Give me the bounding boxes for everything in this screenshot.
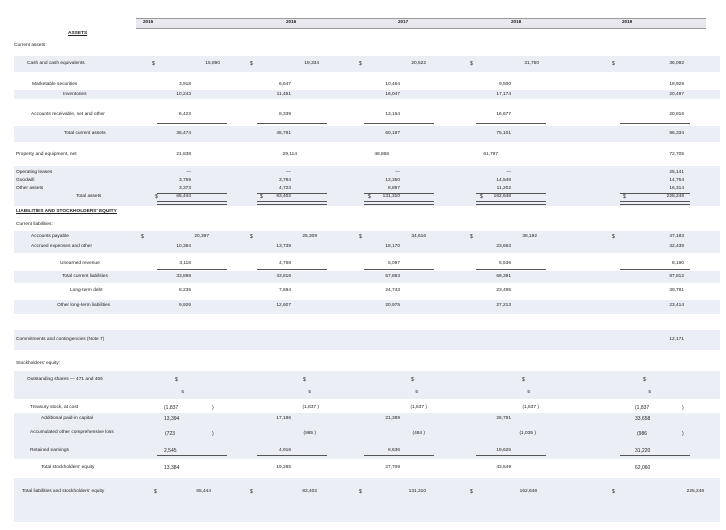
cell: (1,837 xyxy=(635,405,650,411)
cell: 83,402 xyxy=(302,489,317,494)
cell: 12,171 xyxy=(669,337,684,342)
dollar-sign: $ xyxy=(250,61,253,67)
cell: 13,394 xyxy=(164,416,180,422)
dollar-sign: $ xyxy=(612,234,615,240)
cell: 20,497 xyxy=(669,92,684,97)
rule xyxy=(257,123,327,124)
dollar-sign: $ xyxy=(470,489,473,495)
cell: 13,739 xyxy=(276,244,291,249)
cell: 23,414 xyxy=(669,303,684,308)
year-2016: 2016 xyxy=(286,19,297,24)
cell: 26,791 xyxy=(496,416,511,421)
label-total-le: Total liabilities and stockholders' equity xyxy=(22,489,105,494)
double-rule xyxy=(157,201,227,205)
row-commitments xyxy=(14,330,720,350)
double-rule xyxy=(257,201,327,205)
cell: 3,784 xyxy=(278,178,291,183)
dollar-sign: $ xyxy=(359,234,362,240)
cell: 2,545 xyxy=(164,448,177,454)
cell: 225,248 xyxy=(686,489,704,494)
cell: 13,164 xyxy=(385,112,400,117)
cell: 87,812 xyxy=(669,274,684,279)
cell: (1,837 ) xyxy=(302,405,319,410)
close-paren: ) xyxy=(212,431,214,437)
cell: (1,035 ) xyxy=(519,431,536,436)
cell: 13,350 xyxy=(385,178,400,183)
cell: 3,759 xyxy=(178,178,191,183)
cell: 6,536 xyxy=(498,261,511,266)
dollar-sign: $ xyxy=(643,377,646,383)
label-other-assets: Other assets xyxy=(16,186,44,191)
cell: 4,916 xyxy=(278,448,291,453)
dollar-sign: $ xyxy=(152,61,155,67)
dollar-sign: $ xyxy=(612,61,615,67)
cell: (1,837 xyxy=(164,405,179,411)
cell: 5 xyxy=(527,390,530,395)
dollar-sign: $ xyxy=(470,234,473,240)
label-outstanding: Outstanding shares — 471 and 465 xyxy=(27,377,103,382)
rule xyxy=(620,123,690,124)
cell: 29,114 xyxy=(282,152,297,157)
cell: 10,464 xyxy=(385,82,400,87)
cell: 24,743 xyxy=(385,288,400,293)
rule xyxy=(364,123,434,124)
cell: 43,816 xyxy=(276,274,291,279)
cell: 8,897 xyxy=(387,186,400,191)
dollar-sign: $ xyxy=(250,234,253,240)
dollar-sign: $ xyxy=(612,489,615,495)
double-rule xyxy=(364,201,434,205)
dollar-sign: $ xyxy=(368,194,371,200)
rule xyxy=(364,269,434,270)
cell: 20,975 xyxy=(385,303,400,308)
cell: 31,750 xyxy=(524,61,539,66)
cell: 3,373 xyxy=(178,186,191,191)
cell: 5 xyxy=(415,390,418,395)
cell: 39,791 xyxy=(669,288,684,293)
cell: 7,694 xyxy=(278,288,291,293)
cell: 19,285 xyxy=(276,465,291,470)
current-assets-heading: Current assets: xyxy=(14,43,47,48)
cell: 3,918 xyxy=(178,82,191,87)
cell: 65,444 xyxy=(176,194,191,199)
cell: 3,118 xyxy=(179,261,191,266)
label-aoci: Accumulated other comprehensive loss xyxy=(30,430,114,435)
cell: 27,213 xyxy=(496,303,511,308)
cell: 13,384 xyxy=(164,465,180,471)
cell: 83,402 xyxy=(276,194,291,199)
cell: 36,092 xyxy=(669,61,684,66)
dollar-sign: $ xyxy=(155,194,158,200)
cell: 19,334 xyxy=(304,61,319,66)
cell: — xyxy=(395,170,400,175)
cell: 5 xyxy=(308,390,311,395)
cell: 12,607 xyxy=(276,303,291,308)
cell: 4,723 xyxy=(278,186,291,191)
assets-heading: ASSETS xyxy=(68,31,88,36)
dollar-sign: $ xyxy=(175,377,178,383)
year-2015: 2015 xyxy=(143,19,154,24)
label-cash: Cash and cash equivalents xyxy=(27,61,85,66)
double-rule xyxy=(476,201,546,205)
label-receivable: Accounts receivable, net and other xyxy=(31,112,105,117)
cell: 34,616 xyxy=(411,234,426,239)
year-2018: 2018 xyxy=(511,19,522,24)
cell: 15,890 xyxy=(205,61,220,66)
cell: 131,310 xyxy=(382,194,400,199)
cell: 4,768 xyxy=(278,261,291,266)
cell: 162,648 xyxy=(493,194,511,199)
label-total-current-liabilities: Total current liabilities xyxy=(62,274,108,279)
close-paren: ) xyxy=(682,405,684,411)
dollar-sign: $ xyxy=(154,489,157,495)
dollar-sign: $ xyxy=(303,377,306,383)
rule xyxy=(476,269,546,270)
label-commitments: Commitments and contingencies (Note 7) xyxy=(16,337,105,342)
label-goodwill: Goodwill xyxy=(16,178,35,183)
dollar-sign: $ xyxy=(470,61,473,67)
cell: 18,170 xyxy=(385,244,400,249)
cell: 10,384 xyxy=(176,244,191,249)
cell: 5,097 xyxy=(387,261,400,266)
cell: — xyxy=(506,170,511,175)
dollar-sign: $ xyxy=(522,377,525,383)
cell: 75,101 xyxy=(496,131,511,136)
cell: 96,334 xyxy=(669,131,684,136)
cell: (723 xyxy=(165,431,176,437)
cell: 27,709 xyxy=(385,465,400,470)
current-liabilities-heading: Current liabilities: xyxy=(16,222,53,227)
cell: 16,314 xyxy=(669,186,684,191)
cell: 20,816 xyxy=(669,112,684,117)
rule xyxy=(620,455,690,456)
cell: 8,235 xyxy=(178,288,191,293)
label-long-term-debt: Long-term debt xyxy=(70,288,103,293)
label-total-assets: Total assets xyxy=(76,194,102,199)
cell: 18,929 xyxy=(669,82,684,87)
cell: (986 xyxy=(637,431,648,437)
cell: 45,781 xyxy=(276,131,291,136)
cell: 225,248 xyxy=(666,194,684,199)
label-marketable: Marketable securities xyxy=(32,82,78,87)
dollar-sign: $ xyxy=(359,61,362,67)
cell: 60,197 xyxy=(385,131,400,136)
rule xyxy=(476,123,546,124)
cell: 20,397 xyxy=(194,234,209,239)
year-2017: 2017 xyxy=(398,19,409,24)
cell: 14,548 xyxy=(496,178,511,183)
rule xyxy=(476,455,546,456)
cell: 5 xyxy=(648,390,651,395)
cell: 21,838 xyxy=(176,152,191,157)
cell: 48,866 xyxy=(374,152,389,157)
label-retained: Retained earnings xyxy=(30,448,69,453)
cell: (1,837 ) xyxy=(522,405,539,410)
cell: 8,190 xyxy=(671,261,684,266)
year-header-bar xyxy=(136,18,706,29)
cell: 32,439 xyxy=(669,244,684,249)
label-inventories: Inventories xyxy=(63,92,87,97)
rule xyxy=(157,269,227,270)
cell: 33,658 xyxy=(635,416,651,422)
cell: 16,047 xyxy=(385,92,400,97)
dollar-sign: $ xyxy=(359,489,362,495)
rule xyxy=(157,455,227,456)
dollar-sign: $ xyxy=(480,194,483,200)
year-2019: 2019 xyxy=(622,19,633,24)
cell: 25,309 xyxy=(302,234,317,239)
rule xyxy=(364,455,434,456)
cell: 25,141 xyxy=(669,170,684,175)
cell: 131,310 xyxy=(408,489,426,494)
rule xyxy=(157,123,227,124)
cell: — xyxy=(186,170,191,175)
cell: 16,677 xyxy=(496,112,511,117)
cell: 5 xyxy=(181,390,184,395)
cell: — xyxy=(286,170,291,175)
cell: 14,754 xyxy=(669,178,684,183)
cell: 38,192 xyxy=(522,234,537,239)
cell: 72,705 xyxy=(669,152,684,157)
cell: 9,500 xyxy=(498,82,511,87)
cell: 65,444 xyxy=(196,489,211,494)
cell: 31,220 xyxy=(635,448,651,454)
row-total-le xyxy=(14,478,720,522)
label-other-lt: Other long-term liabilities xyxy=(57,303,111,308)
label-accounts-payable: Accounts payable xyxy=(31,234,69,239)
cell: 11,202 xyxy=(496,186,511,191)
stockholders-equity-heading: Stockholders' equity: xyxy=(16,361,61,366)
cell: 62,060 xyxy=(635,465,651,471)
cell: 47,183 xyxy=(669,234,684,239)
cell: 19,625 xyxy=(496,448,511,453)
label-treasury: Treasury stock, at cost xyxy=(30,405,79,410)
rule xyxy=(257,269,327,270)
cell: (1,837 ) xyxy=(410,405,427,410)
label-accrued: Accrued expenses and other xyxy=(31,244,93,249)
cell: 21,389 xyxy=(385,416,400,421)
cell: 68,391 xyxy=(496,274,511,279)
close-paren: ) xyxy=(682,431,684,437)
cell: 17,174 xyxy=(496,92,511,97)
rule xyxy=(257,455,327,456)
cell: 36,474 xyxy=(176,131,191,136)
dollar-sign: $ xyxy=(260,194,263,200)
dollar-sign: $ xyxy=(250,489,253,495)
cell: (985 ) xyxy=(303,431,316,436)
double-rule xyxy=(620,201,690,205)
balance-sheet-table xyxy=(14,18,720,523)
dollar-sign: $ xyxy=(411,377,414,383)
cell: (484 ) xyxy=(412,431,425,436)
rule xyxy=(620,269,690,270)
dollar-sign: $ xyxy=(623,194,626,200)
cell: 23,495 xyxy=(496,288,511,293)
cell: 162,648 xyxy=(519,489,537,494)
label-total-current-assets: Total current assets xyxy=(64,131,106,136)
label-unearned: Unearned revenue xyxy=(60,261,100,266)
cell: 43,549 xyxy=(496,465,511,470)
label-ppe: Property and equipment, net xyxy=(16,152,77,157)
cell: 23,663 xyxy=(496,244,511,249)
cell: 8,339 xyxy=(278,112,291,117)
dollar-sign: $ xyxy=(141,234,144,240)
close-paren: ) xyxy=(212,405,214,411)
cell: 6,647 xyxy=(278,82,291,87)
label-apic: Additional paid-in capital xyxy=(41,416,93,421)
cell: 8,636 xyxy=(387,448,400,453)
cell: 6,423 xyxy=(178,112,191,117)
cell: 57,883 xyxy=(385,274,400,279)
cell: 10,243 xyxy=(176,92,191,97)
label-total-equity: Total stockholders' equity xyxy=(41,465,95,470)
cell: 17,186 xyxy=(276,416,291,421)
cell: 9,926 xyxy=(178,303,191,308)
cell: 11,461 xyxy=(276,92,291,97)
liabilities-heading: LIABILITIES AND STOCKHOLDERS' EQUITY xyxy=(16,209,117,214)
label-operating-leases: Operating leases xyxy=(16,170,53,175)
cell: 61,797 xyxy=(483,152,498,157)
cell: 20,522 xyxy=(411,61,426,66)
cell: 33,899 xyxy=(176,274,191,279)
